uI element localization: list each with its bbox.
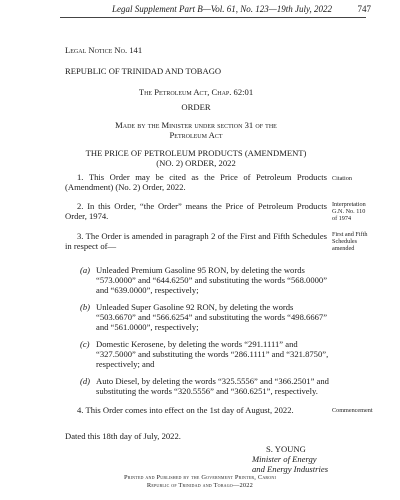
signature-block	[252, 444, 328, 475]
item-tag: (a)	[80, 265, 91, 275]
list-item	[80, 339, 332, 370]
margin-note-interpretation	[332, 201, 396, 222]
made-by-line-1: Made by the Minister under section 31 of the	[115, 120, 277, 130]
margin-note-citation: Citation	[332, 175, 352, 182]
gn-year-label: of 1974	[332, 215, 352, 222]
item-text: Auto Diesel, by deleting the words “325.5556” and “366.2501” and substituting the words “320.5556” and “360.6251”, respectively.	[96, 376, 329, 397]
footer-line-2: Republic of Trinidad and Tobago—2022	[146, 482, 254, 489]
printer-footer	[0, 474, 400, 490]
clause-3-text: 3. The Order is amended in paragraph 2 of the First and Fifth Schedules in respect of—	[65, 231, 327, 252]
schedules-label-1: First and Fifth	[332, 231, 368, 238]
signatory-title-1: Minister of Energy	[252, 454, 317, 465]
clause-1-text: 1. This Order may be cited as the Price of Petroleum Products (Amendment) (No. 2) Order, 2022.	[65, 172, 327, 193]
margin-note-schedules	[332, 231, 396, 252]
list-item	[80, 376, 332, 397]
item-text: Unleaded Premium Gasoline 95 RON, by deleting the words “573.0000” and “644.6250” and substituting the words “568.0000” and “639.0000”, respectively;	[96, 265, 328, 296]
margin-note-commencement: Commencement	[332, 407, 373, 414]
running-head: Legal Supplement Part B—Vol. 61, No. 123—19th July, 2022	[112, 4, 332, 14]
clause-3	[65, 231, 327, 251]
legal-notice-number: Legal Notice No. 141	[65, 45, 143, 55]
list-item	[80, 265, 332, 296]
clause-2	[65, 201, 327, 221]
signatory-name: S. YOUNG	[266, 444, 306, 454]
schedules-label-3: amended	[332, 245, 355, 252]
item-text: Domestic Kerosene, by deleting the words “291.1111” and “327.5000” and substituting the words “286.1111” and “321.8750”, respectively; and	[96, 339, 329, 370]
header-rule	[60, 17, 366, 18]
item-tag: (c)	[80, 339, 90, 349]
list-item	[80, 302, 332, 333]
made-by-line-2: Petroleum Act	[169, 130, 223, 140]
country-heading: REPUBLIC OF TRINIDAD AND TOBAGO	[65, 66, 222, 76]
schedules-label-2: Schedules	[332, 238, 358, 245]
signatory-title-2: and Energy Industries	[252, 464, 329, 475]
order-heading: ORDER	[181, 102, 211, 112]
clause-1	[65, 172, 327, 192]
gn-label: G.N. No. 110	[332, 208, 366, 215]
interpretation-label: Interpretation	[332, 201, 366, 208]
footer-line-1: Printed and Published by the Government Printer, Caroni	[124, 474, 276, 481]
dated-line: Dated this 18th day of July, 2022.	[65, 431, 181, 441]
clause-4-text: 4. This Order comes into effect on the 1st day of August, 2022.	[77, 405, 294, 415]
clause-4	[65, 405, 327, 415]
item-tag: (d)	[80, 376, 91, 386]
act-reference: The Petroleum Act, Chap. 62:01	[138, 87, 254, 97]
item-tag: (b)	[80, 302, 91, 312]
item-text: Unleaded Super Gasoline 92 RON, by deleting the words “503.6670” and “566.6254” and substituting the words “498.6667” and “561.0000”, respectively;	[96, 302, 328, 333]
order-title-line-2: (NO. 2) ORDER, 2022	[156, 158, 236, 168]
order-title-line-1: THE PRICE OF PETROLEUM PRODUCTS (AMENDMENT)	[85, 148, 307, 158]
clause-2-text: 2. In this Order, “the Order” means the Price of Petroleum Products Order, 1974.	[65, 201, 327, 222]
page-number: 747	[357, 4, 371, 14]
